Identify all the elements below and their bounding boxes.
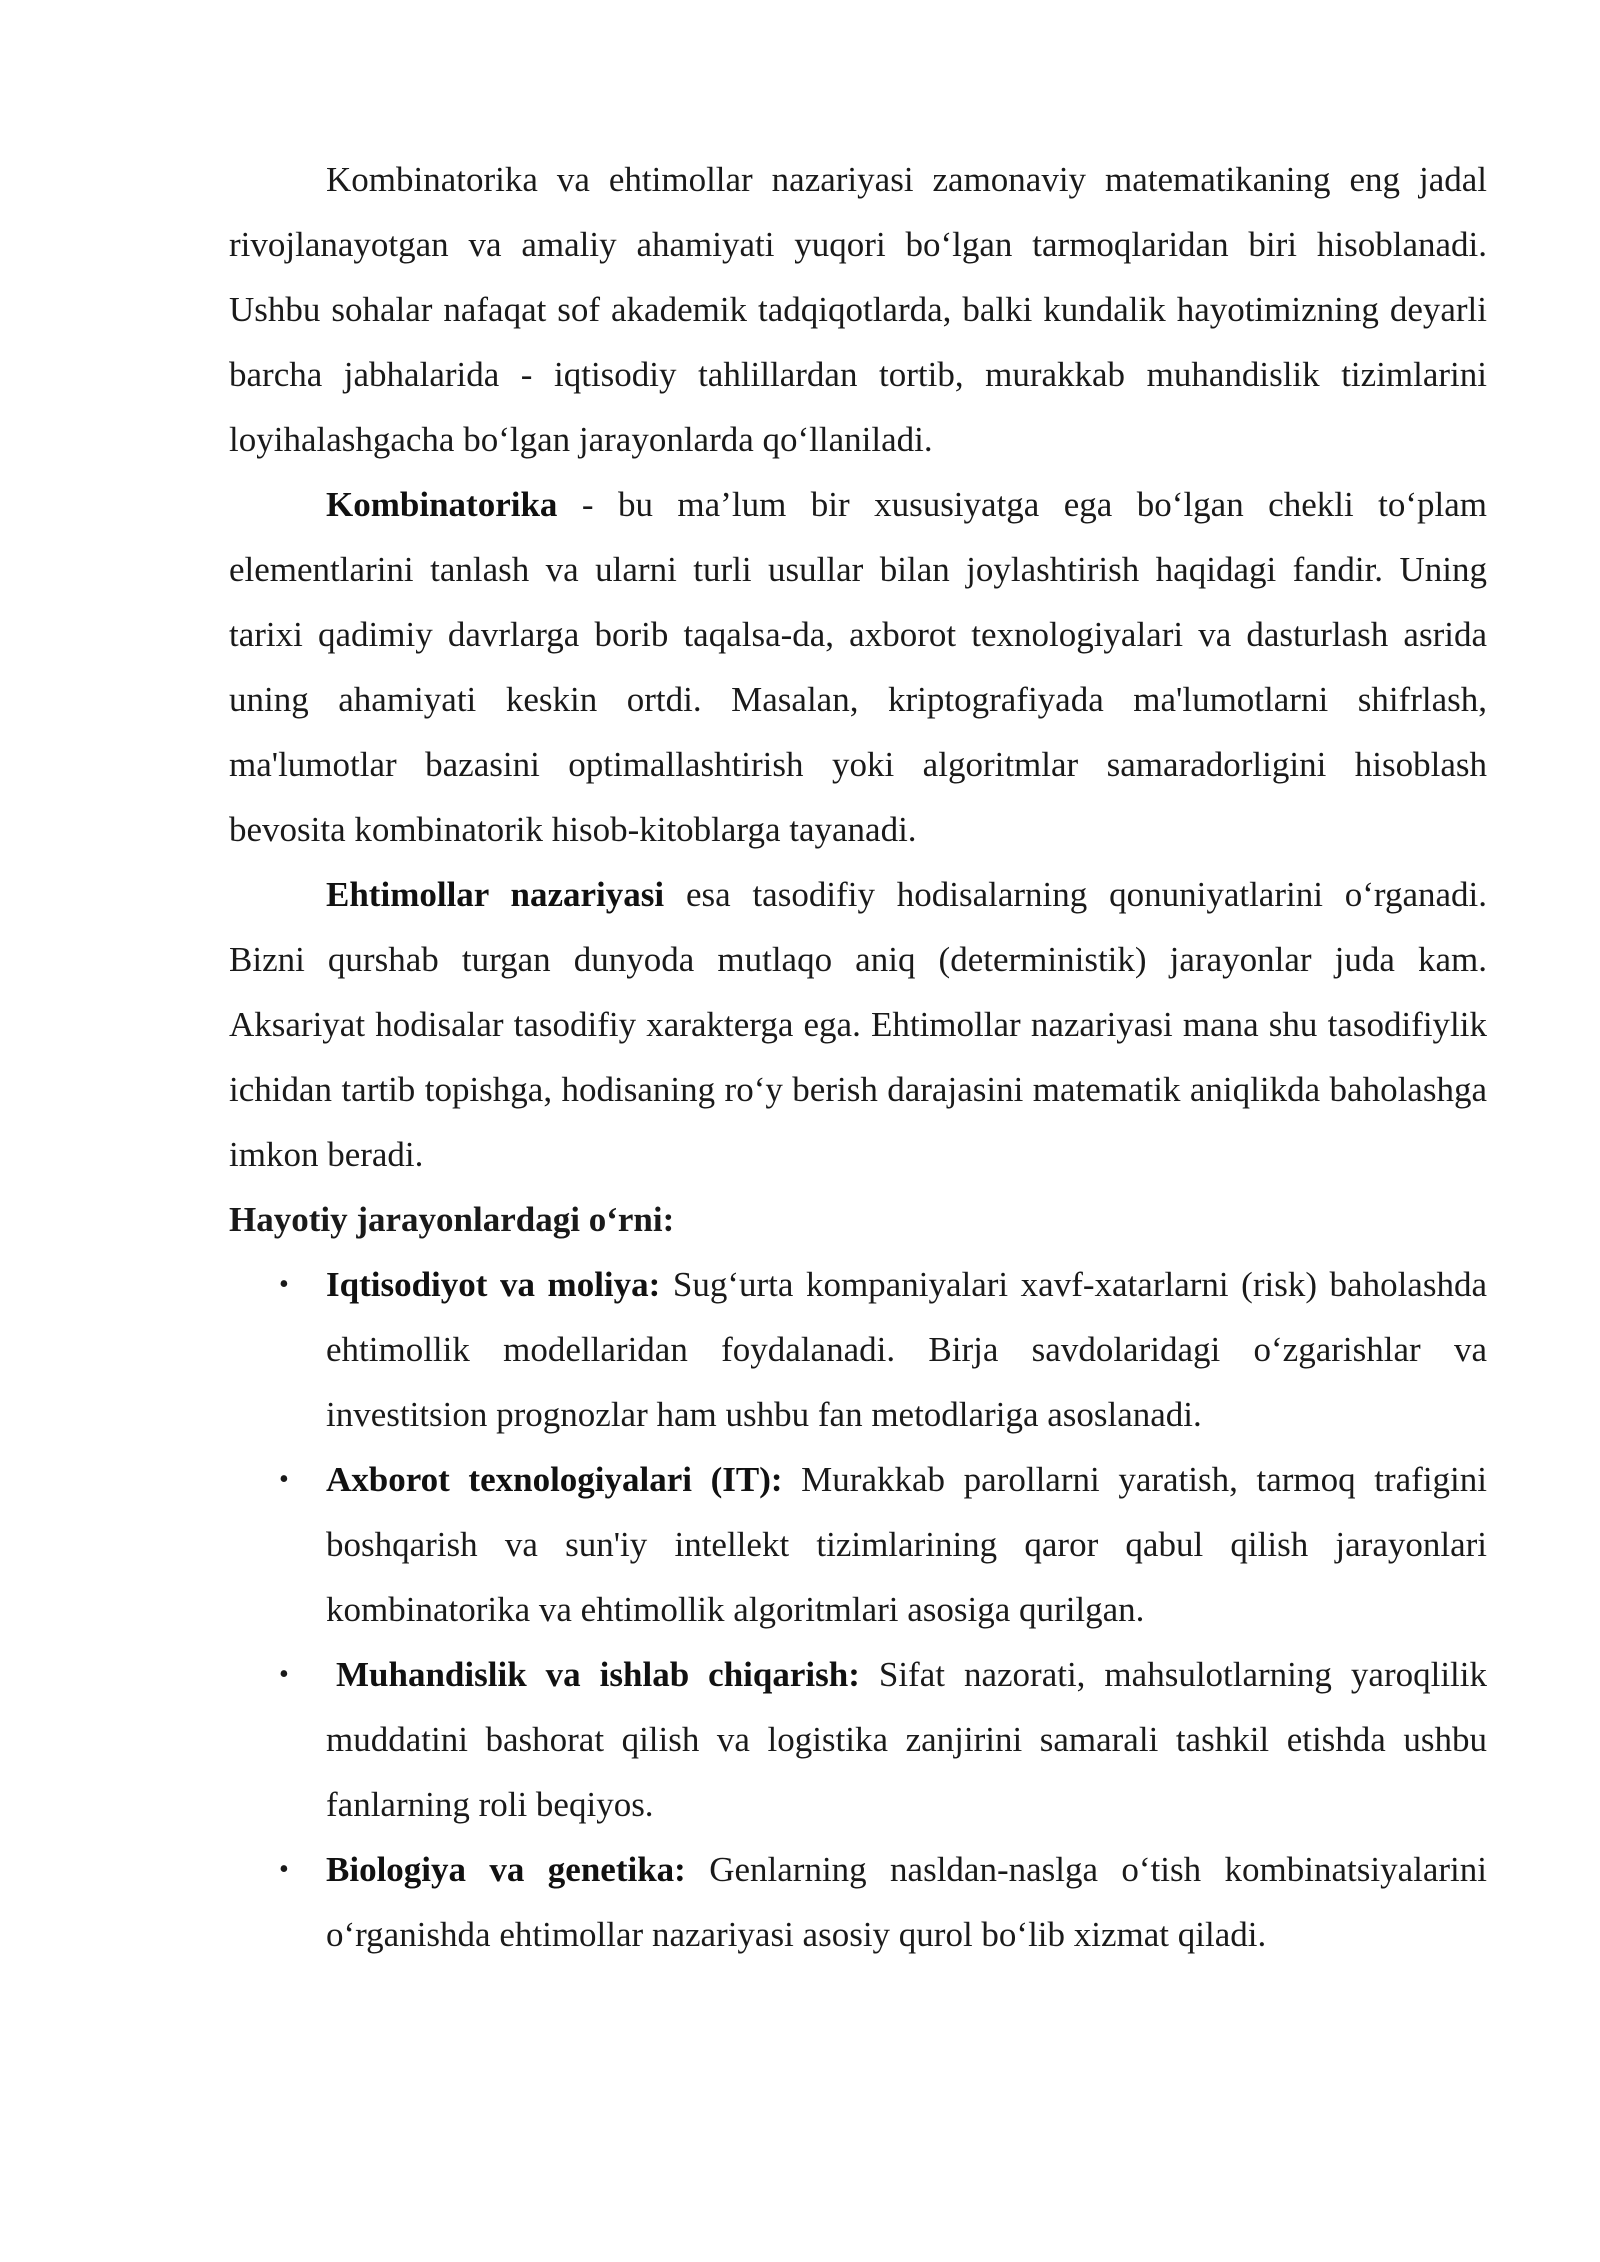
bullet-icon: •	[279, 1464, 289, 1495]
list-item-text: Murakkab parollarni yaratish, tarmoq trafigini boshqarish va sun'iy intellekt tizimlarining qaror qabul qilish jarayonlari kombinatorika va ehtimollik algoritmlari asosiga qurilgan.	[326, 1460, 1487, 1629]
list-item-term: Biologiya va genetika:	[326, 1850, 686, 1889]
list-item-text: Sug‘urta kompaniyalari xavf-xatarlarni (risk) baholashda ehtimollik modellaridan foydalanadi. Birja savdolaridagi o‘zgarishlar va investitsion prognozlar ham ushbu fan metodlariga asoslanadi.	[326, 1265, 1487, 1434]
probability-term: Ehtimollar nazariyasi	[326, 875, 665, 914]
list-item-engineering	[229, 1642, 1487, 1837]
list-item-term: Iqtisodiyot va moliya:	[326, 1265, 661, 1304]
document-page	[229, 147, 1487, 1967]
probability-paragraph	[229, 862, 1487, 1187]
bullet-icon: •	[279, 1854, 289, 1885]
combinatorics-term: Kombinatorika	[326, 485, 558, 524]
list-item-text: Sifat nazorati, mahsulotlarning yaroqlilik muddatini bashorat qilish va logistika zanjirini samarali tashkil etishda ushbu fanlarning roli beqiyos.	[326, 1655, 1487, 1824]
list-item-it	[229, 1447, 1487, 1642]
applications-list	[229, 1252, 1487, 1967]
probability-definition: esa tasodifiy hodisalarning qonuniyatlarini o‘rganadi. Bizni qurshab turgan dunyoda mutlaqo aniq (deterministik) jarayonlar juda kam. Aksariyat hodisalar tasodifiy xarakterga ega. Ehtimollar nazariyasi mana shu tasodifiylik ichidan tartib topishga, hodisaning ro‘y berish darajasini matematik aniqlikda baholashga imkon beradi.	[229, 875, 1487, 1174]
bullet-icon: •	[279, 1269, 289, 1300]
list-item-text: Genlarning nasldan-naslga o‘tish kombinatsiyalarini o‘rganishda ehtimollar nazariyasi asosiy qurol bo‘lib xizmat qiladi.	[326, 1850, 1487, 1954]
section-heading: Hayotiy jarayonlardagi o‘rni:	[229, 1200, 675, 1239]
intro-paragraph: Kombinatorika va ehtimollar nazariyasi zamonaviy matematikaning eng jadal rivojlanayotgan va amaliy ahamiyati yuqori bo‘lgan tarmoqlaridan biri hisoblanadi. Ushbu sohalar nafaqat sof akademik tadqiqotlarda, balki kundalik hayotimizning deyarli barcha jabhalarida - iqtisodiy tahlillardan tortib, murakkab muhandislik tizimlarini loyihalashgacha bo‘lgan jarayonlarda qo‘llaniladi.	[229, 160, 1487, 459]
combinatorics-definition: - bu ma’lum bir xususiyatga ega bo‘lgan chekli to‘plam elementlarini tanlash va ularni turli usullar bilan joylashtirish haqidagi fandir. Uning tarixi qadimiy davrlarga borib taqalsa-da, axborot texnologiyalari va dasturlash asrida uning ahamiyati keskin ortdi. Masalan, kriptografiyada ma'lumotlarni shifrlash, ma'lumotlar bazasini optimallashtirish yoki algoritmlar samaradorligini hisoblash bevosita kombinatorik hisob-kitoblarga tayanadi.	[229, 485, 1487, 849]
bullet-icon: •	[279, 1659, 289, 1690]
combinatorics-paragraph	[229, 472, 1487, 862]
list-item-term: Muhandislik va ishlab chiqarish:	[336, 1655, 860, 1694]
list-item-economics	[229, 1252, 1487, 1447]
list-item-term: Axborot texnologiyalari (IT):	[326, 1460, 783, 1499]
list-item-biology	[229, 1837, 1487, 1967]
